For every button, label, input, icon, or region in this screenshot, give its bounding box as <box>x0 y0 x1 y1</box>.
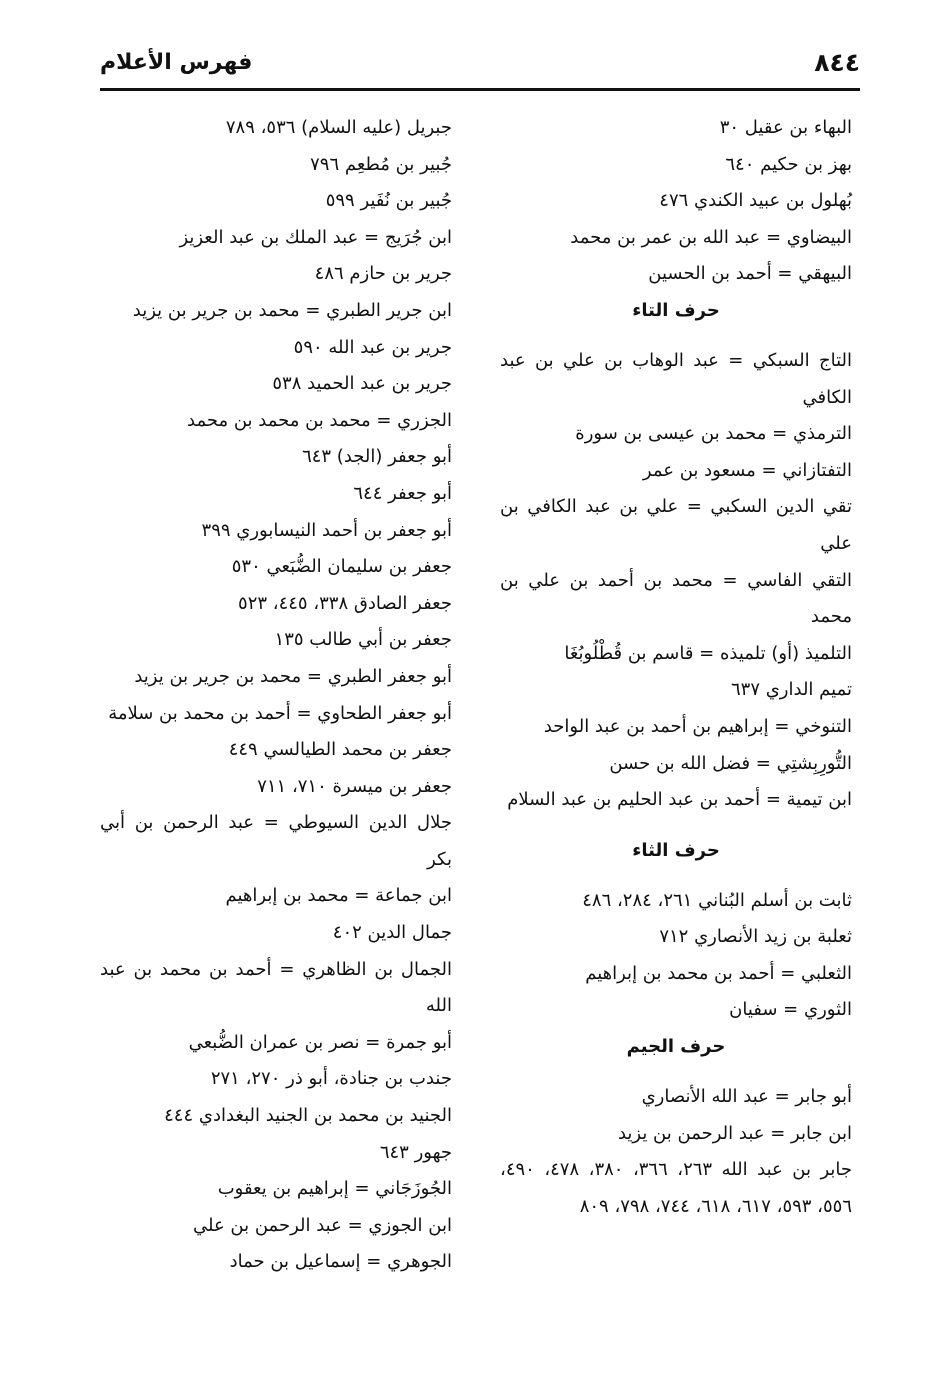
index-entry: الثعلبي = أحمد بن محمد بن إبراهيم <box>585 962 852 984</box>
header-rule <box>100 88 860 91</box>
index-entry: جمال الدين ٤٠٢ <box>332 922 452 944</box>
index-entry: أبو جابر = عبد الله الأنصاري <box>641 1086 852 1108</box>
index-column-right <box>500 110 852 1225</box>
index-entry: جندب بن جنادة، أبو ذر ٢٧٠، ٢٧١ <box>210 1068 452 1090</box>
index-entry: أبو جعفر (الجد) ٦٤٣ <box>302 446 452 468</box>
section-heading-tha: حرف الثاء <box>632 839 720 861</box>
index-entry: التاج السبكي = عبد الوهاب بن علي بن عبد الكافي <box>500 349 852 408</box>
index-entry: جرير بن حازم ٤٨٦ <box>314 263 452 285</box>
index-entry: الجوهري = إسماعيل بن حماد <box>229 1251 452 1273</box>
index-entry: جعفر بن أبي طالب ١٣٥ <box>274 629 452 651</box>
index-entry: البهاء بن عقيل ٣٠ <box>719 117 852 138</box>
index-entry: ابن جماعة = محمد بن إبراهيم <box>225 885 452 907</box>
index-entry: التقي الفاسي = محمد بن أحمد بن علي بن محمد <box>500 569 852 628</box>
index-entry: أبو جعفر الطبري = محمد بن جرير بن يزيد <box>134 665 452 687</box>
index-entry: البيهقي = أحمد بن الحسين <box>648 263 852 285</box>
running-title: فهرس الأعلام <box>100 50 253 75</box>
index-entry: أبو جعفر بن أحمد النيسابوري ٣٩٩ <box>201 519 452 541</box>
index-entry: جرير بن عبد الحميد ٥٣٨ <box>272 373 452 395</box>
index-entry: ثابت بن أسلم البُناني ٢٦١، ٢٨٤، ٤٨٦ <box>582 889 852 911</box>
index-entry: جرير بن عبد الله ٥٩٠ <box>293 336 452 358</box>
index-entry: جبريل (عليه السلام) ٥٣٦، ٧٨٩ <box>225 117 452 138</box>
index-entry: الجمال بن الظاهري = أحمد بن محمد بن عبد الله <box>100 958 452 1017</box>
index-entry: ابن جابر = عبد الرحمن بن يزيد <box>617 1122 852 1144</box>
index-entry: الجزري = محمد بن محمد بن محمد <box>187 409 452 431</box>
section-heading-ta: حرف التاء <box>632 299 720 321</box>
index-entry: جهور ٦٤٣ <box>379 1141 452 1163</box>
index-entry: التُّورِبِشتِي = فضل الله بن حسن <box>609 752 852 774</box>
index-entry: جلال الدين السيوطي = عبد الرحمن بن أبي بكر <box>100 812 452 870</box>
index-entry: تقي الدين السكبي = علي بن عبد الكافي بن علي <box>500 496 852 554</box>
index-entry: ابن تيمية = أحمد بن عبد الحليم بن عبد السلام <box>507 789 852 811</box>
index-entry: أبو جمرة = نصر بن عمران الضُّبعي <box>188 1031 452 1053</box>
index-entry: جعفر بن محمد الطيالسي ٤٤٩ <box>228 739 452 761</box>
index-entry: جعفر بن ميسرة ٧١٠، ٧١١ <box>257 775 452 797</box>
index-entry: جعفر بن سليمان الضُّبَعي ٥٣٠ <box>231 556 452 578</box>
index-entry: التفتازاني = مسعود بن عمر <box>642 459 852 481</box>
index-entry: البيضاوي = عبد الله بن عمر بن محمد <box>570 226 852 248</box>
index-entry: بهز بن حكيم ٦٤٠ <box>725 153 852 175</box>
index-entry: جُبير بن نُفَير ٥٩٩ <box>325 190 452 212</box>
index-entry: تميم الداري ٦٣٧ <box>730 679 852 701</box>
index-entry: أبو جعفر ٦٤٤ <box>353 482 452 504</box>
index-entry: الجُوزَجَاني = إبراهيم بن يعقوب <box>217 1178 452 1200</box>
index-column-left <box>100 110 452 1281</box>
page-number: ٨٤٤ <box>814 48 860 77</box>
index-entry: التلميذ (أو) تلميذه = قاسم بن قُطْلُوبُغَا <box>564 642 852 664</box>
index-entry: بُهلول بن عبيد الكندي ٤٧٦ <box>659 190 852 212</box>
index-entry: ابن الجوزي = عبد الرحمن بن علي <box>193 1214 452 1236</box>
index-entry: جعفر الصادق ٣٣٨، ٤٤٥، ٥٢٣ <box>238 592 452 614</box>
index-entry: أبو جعفر الطحاوي = أحمد بن محمد بن سلامة <box>108 702 452 724</box>
page-header <box>100 48 860 88</box>
index-entry: الجنيد بن محمد بن الجنيد البغدادي ٤٤٤ <box>164 1105 452 1127</box>
section-heading-jim: حرف الجيم <box>626 1036 726 1058</box>
index-entry: التنوخي = إبراهيم بن أحمد بن عبد الواحد <box>543 715 852 737</box>
index-entry: ثعلبة بن زيد الأنصاري ٧١٢ <box>659 926 852 948</box>
index-entry: جُبير بن مُطعِم ٧٩٦ <box>310 153 452 175</box>
index-entry: ابن جُرَيج = عبد الملك بن عبد العزيز <box>179 226 452 248</box>
index-entry: جابر بن عبد الله ٢٦٣، ٣٦٦، ٣٨٠، ٤٧٨، ٤٩٠، ٥٥٦، ٥٩٣، ٦١٧، ٦١٨، ٧٤٤، ٧٩٨، ٨٠٩ <box>500 1159 852 1217</box>
index-entry: الثوري = سفيان <box>729 999 852 1021</box>
index-entry: الترمذي = محمد بن عيسى بن سورة <box>575 423 852 445</box>
index-entry: ابن جرير الطبري = محمد بن جرير بن يزيد <box>132 299 452 321</box>
